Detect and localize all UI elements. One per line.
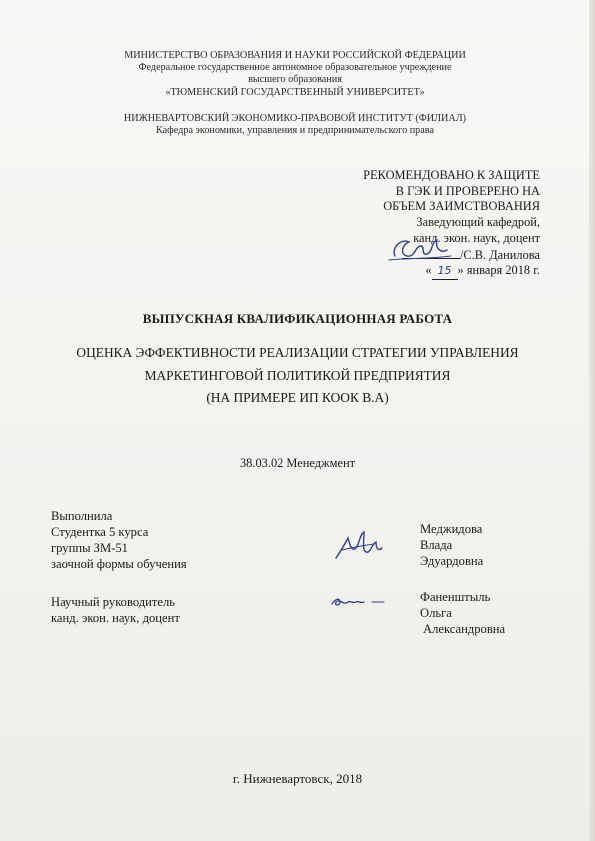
student-surname: Меджидова (420, 522, 483, 536)
university-name: «ТЮМЕНСКИЙ ГОСУДАРСТВЕННЫЙ УНИВЕРСИТЕТ» (165, 86, 425, 98)
topic-line-3: (НА ПРИМЕРЕ ИП КООК В.А) (206, 390, 389, 405)
student-first-name: Влада (420, 538, 453, 552)
institute-name: НИЖНЕВАРТОВСКИЙ ЭКОНОМИКО-ПРАВОВОЙ ИНСТИТУТ (ФИЛИАЛ) (123, 112, 467, 124)
supervisor-first-name: Ольга (420, 606, 452, 620)
student-signature-icon (330, 526, 390, 566)
supervisor-degree: канд. экон. наук, доцент (51, 611, 180, 625)
page-edge-shadow (589, 0, 595, 841)
date-open-quote: « (425, 263, 432, 278)
student-role: Выполнила (51, 509, 113, 523)
date-day: 15 (432, 263, 458, 280)
city-year: г. Нижневартовск, 2018 (232, 771, 363, 786)
supervisor-name (420, 589, 505, 637)
department-name: Кафедра экономики, управления и предпринимательского права (156, 125, 434, 137)
supervisor-surname: Фаненштыль (420, 590, 491, 604)
topic-line-1: ОЦЕНКА ЭФФЕКТИВНОСТИ РЕАЛИЗАЦИИ СТРАТЕГИИ УПРАВЛЕНИЯ (76, 345, 519, 360)
student-name (420, 521, 483, 569)
approval-line-2: В ГЭК И ПРОВЕРЕНО НА (395, 183, 540, 198)
approval-line-3: ОБЪЕМ ЗАИМСТВОВАНИЯ (383, 199, 540, 214)
date-rest: » января 2018 г. (457, 263, 540, 278)
approval-block (290, 168, 540, 280)
signature-underline (402, 247, 460, 259)
supervisor-info (51, 594, 180, 626)
supervisor-role: Научный руководитель (51, 595, 176, 609)
specialty-code: 38.03.02 Менеджмент (239, 456, 356, 470)
institution-header (40, 50, 550, 137)
student-group: группы ЗМ-51 (51, 541, 128, 555)
head-name: /С.В. Данилова (459, 247, 540, 262)
supervisor-patronymic: Александровна (423, 622, 506, 636)
approval-line-1: РЕКОМЕНДОВАНО К ЗАЩИТЕ (363, 168, 540, 182)
student-info (51, 508, 187, 572)
student-form: заочной формы обучения (51, 557, 187, 571)
head-title: Заведующий кафедрой, (416, 215, 540, 230)
student-patronymic: Эдуардовна (420, 554, 484, 568)
work-topic (20, 342, 575, 410)
ministry-line: МИНИСТЕРСТВО ОБРАЗОВАНИЯ И НАУКИ РОССИЙСКОЙ ФЕДЕРАЦИИ (124, 50, 466, 61)
supervisor-signature-icon (328, 592, 390, 612)
student-course: Студентка 5 курса (51, 525, 149, 539)
institution-type-line-2: высшего образования (248, 74, 342, 86)
head-degree: канд. экон. наук, доцент (413, 230, 540, 245)
work-title: ВЫПУСКНАЯ КВАЛИФИКАЦИОННАЯ РАБОТА (142, 311, 453, 326)
institution-type-line-1: Федеральное государственное автономное образовательное учреждение (138, 62, 452, 74)
topic-line-2: МАРКЕТИНГОВОЙ ПОЛИТИКОЙ ПРЕДПРИЯТИЯ (144, 367, 451, 383)
head-signature-row (290, 247, 540, 264)
approval-date (290, 263, 540, 280)
header-gap (40, 99, 550, 113)
